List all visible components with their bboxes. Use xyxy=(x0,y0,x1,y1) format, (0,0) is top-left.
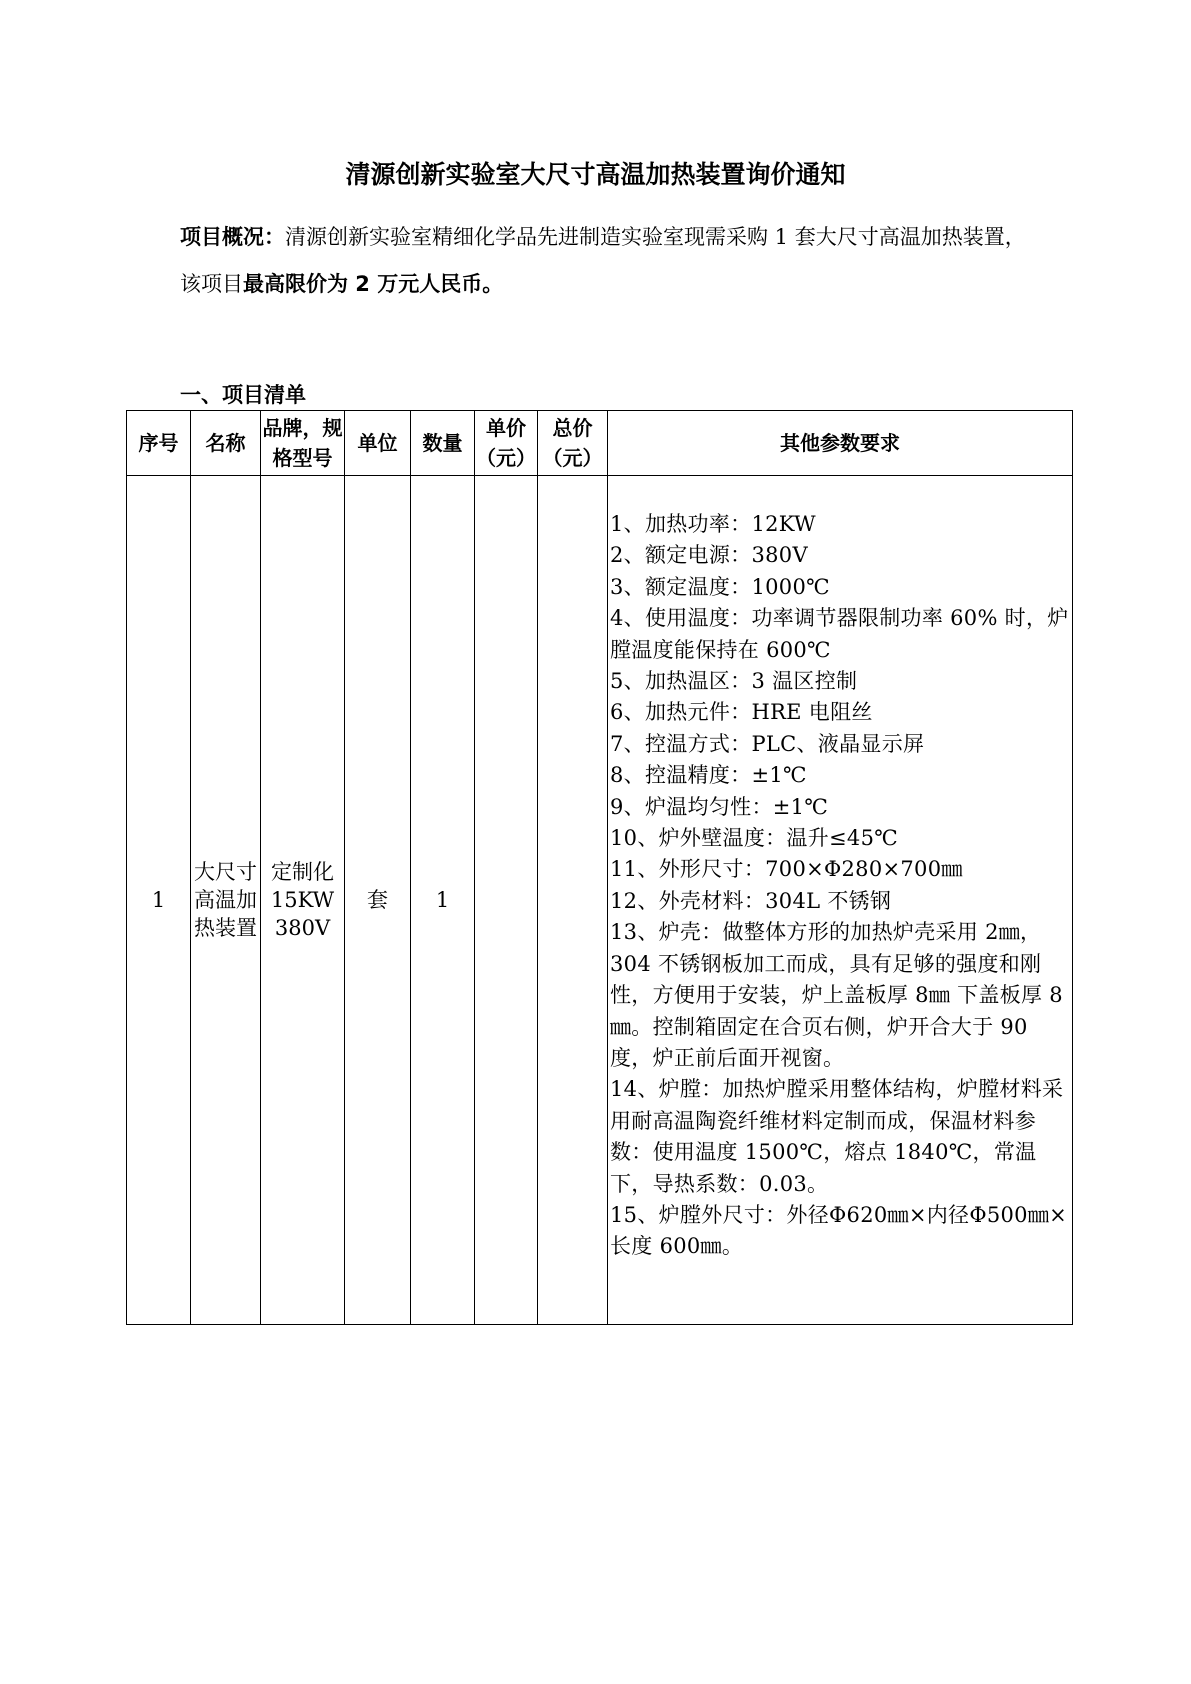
header-name: 名称 xyxy=(191,411,261,476)
project-overview xyxy=(180,214,1040,308)
header-unit-price: 单价（元） xyxy=(475,411,538,476)
cell-total-price xyxy=(538,476,608,1325)
cell-params xyxy=(608,476,1073,1325)
param-item: 15、炉膛外尺寸：外径Φ620㎜×内径Φ500㎜×长度 600㎜。 xyxy=(610,1202,1068,1259)
overview-label: 项目概况： xyxy=(180,225,285,249)
header-brand-model: 品牌，规格型号 xyxy=(261,411,345,476)
cell-unit: 套 xyxy=(345,476,411,1325)
overview-text: 清源创新实验室精细化学品先进制造实验室现需采购 1 套大尺寸高温加热装置，该项目 xyxy=(180,225,1026,296)
param-item: 10、炉外壁温度：温升≤45℃ xyxy=(610,826,899,851)
cell-unit-price xyxy=(475,476,538,1325)
param-item: 14、炉膛：加热炉膛采用整体结构，炉膛材料采用耐高温陶瓷纤维材料定制而成，保温材料参数：使用温度 1500℃，熔点 1840℃，常温下，导热系数：0.03。 xyxy=(610,1077,1064,1196)
param-item: 8、控温精度：±1℃ xyxy=(610,763,807,788)
param-item: 11、外形尺寸：700×Φ280×700㎜ xyxy=(610,857,963,882)
overview-price-limit: 最高限价为 2 万元人民币。 xyxy=(243,272,504,296)
param-item: 6、加热元件：HRE 电阻丝 xyxy=(610,700,873,725)
item-list-table xyxy=(126,410,1073,1325)
param-item: 9、炉温均匀性：±1℃ xyxy=(610,794,829,819)
cell-brand-model: 定制化15KW 380V xyxy=(261,476,345,1325)
header-unit: 单位 xyxy=(345,411,411,476)
param-item: 1、加热功率：12KW xyxy=(610,512,816,536)
table-header-row xyxy=(127,411,1073,476)
table-row xyxy=(127,476,1073,1325)
param-item: 4、使用温度：功率调节器限制功率 60% 时，炉膛温度能保持在 600℃ xyxy=(610,606,1069,662)
header-quantity: 数量 xyxy=(411,411,475,476)
header-total-price: 总价（元） xyxy=(538,411,608,476)
param-item: 5、加热温区：3 温区控制 xyxy=(610,669,858,694)
header-index: 序号 xyxy=(127,411,191,476)
cell-quantity: 1 xyxy=(411,476,475,1325)
param-item: 12、外壳材料：304L 不锈钢 xyxy=(610,888,892,913)
param-item: 13、炉壳：做整体方形的加热炉壳采用 2㎜，304 不锈钢板加工而成，具有足够的强度和刚性，方便用于安装，炉上盖板厚 8㎜ 下盖板厚 8㎜。控制箱固定在合页右侧，炉开合大于 90 度，炉正前后面开视窗。 xyxy=(610,920,1063,1070)
param-item: 7、控温方式：PLC、液晶显示屏 xyxy=(610,731,925,756)
section-heading-item-list: 一、项目清单 xyxy=(180,383,306,407)
document-title: 清源创新实验室大尺寸高温加热装置询价通知 xyxy=(345,160,846,189)
cell-index: 1 xyxy=(127,476,191,1325)
cell-name: 大尺寸高温加热装置 xyxy=(191,476,261,1325)
header-params: 其他参数要求 xyxy=(608,411,1073,476)
param-item: 3、额定温度：1000℃ xyxy=(610,574,830,599)
param-item: 2、额定电源：380V xyxy=(610,543,808,568)
